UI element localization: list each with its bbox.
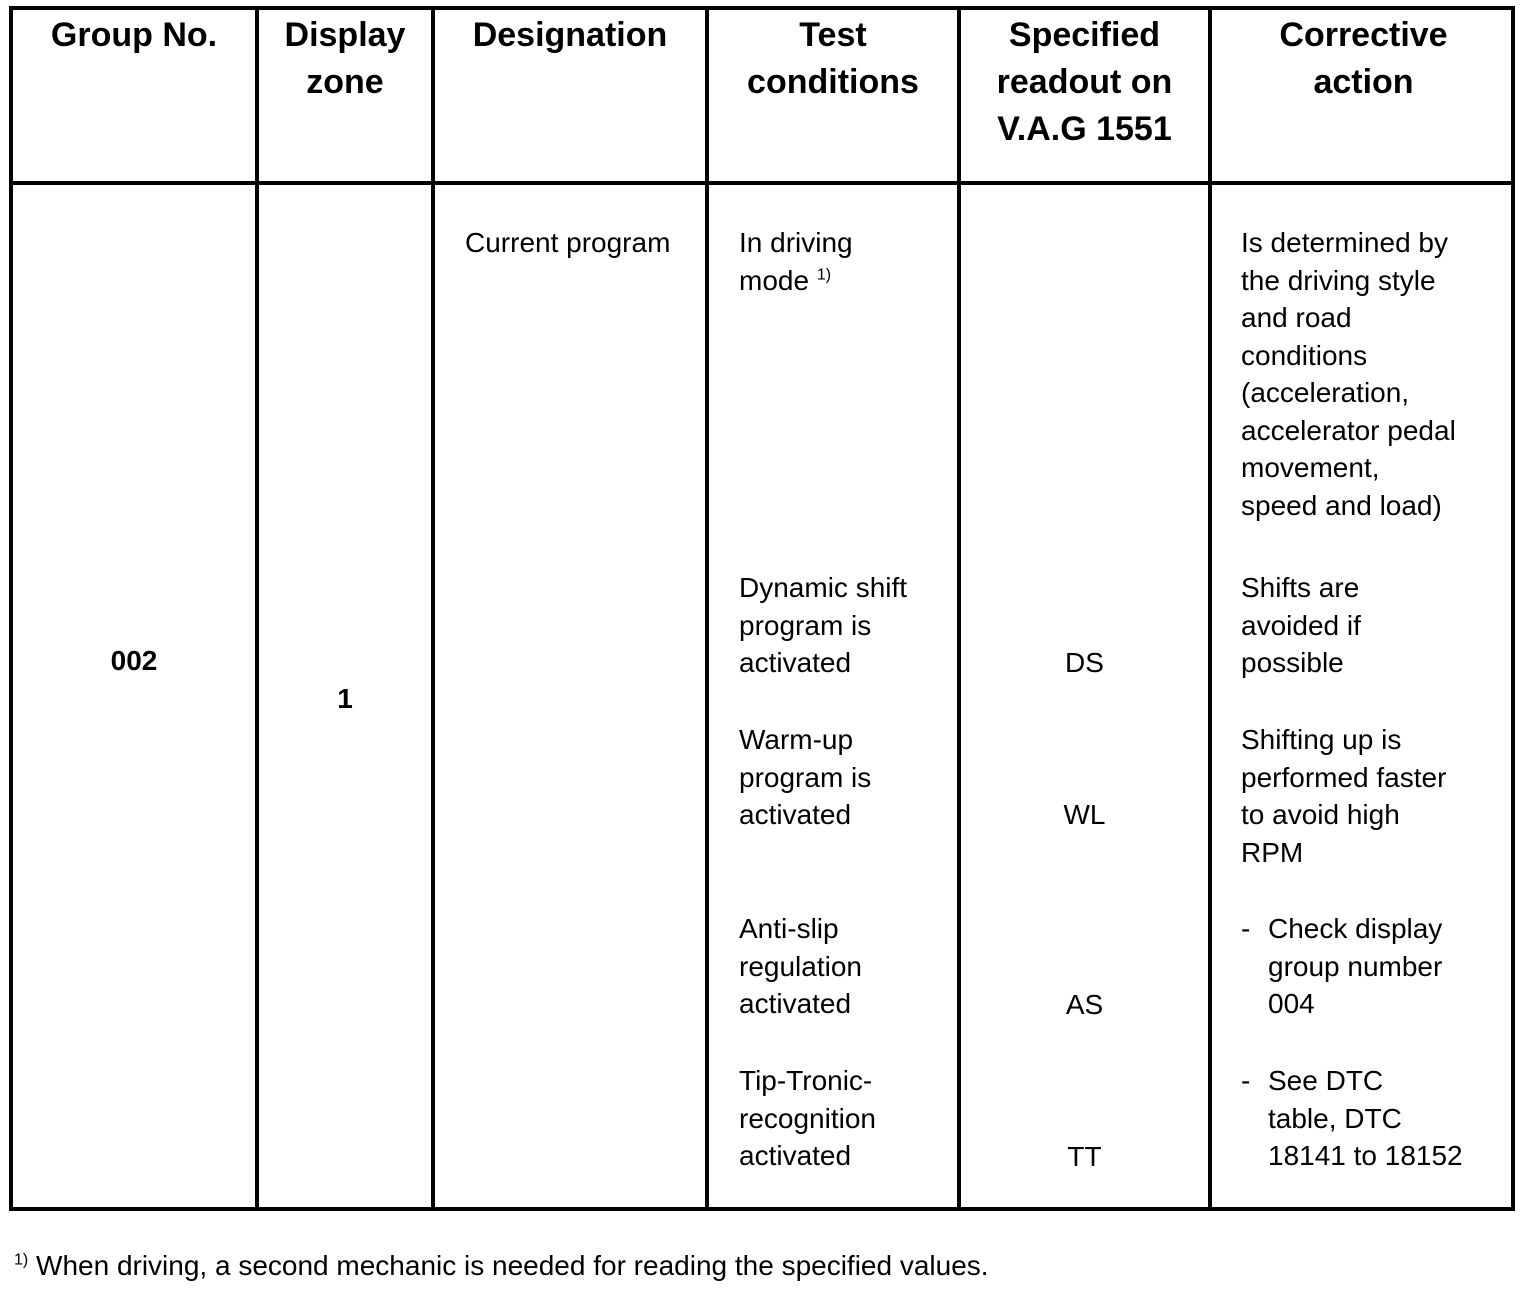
- column-divider: [431, 10, 435, 1207]
- header-corrective-action: Corrective action: [1279, 16, 1448, 101]
- readout-tt: TT: [1067, 1141, 1102, 1172]
- test-condition-anti-slip: Anti-slip regulation activated: [739, 913, 862, 1019]
- display-zone-value: 1: [337, 683, 353, 714]
- corrective-action-tiptronic: - See DTC table, DTC 18141 to 18152: [1241, 1062, 1463, 1175]
- corrective-action-driving-mode: Is determined by the driving style and road conditions (acceleration, accelerator pedal movement, speed and load): [1241, 227, 1456, 521]
- corrective-action-dynamic-shift: Shifts are avoided if possible: [1241, 572, 1361, 678]
- column-divider: [1208, 10, 1212, 1207]
- header-specified-readout: Specified readout on V.A.G 1551: [996, 16, 1173, 148]
- header-display-zone: Display zone: [284, 16, 406, 101]
- column-divider: [957, 10, 961, 1207]
- group-number: 002: [110, 645, 158, 676]
- header-group-no: Group No.: [50, 16, 218, 54]
- header-designation: Designation: [472, 16, 668, 54]
- header-test-conditions: Test conditions: [747, 16, 919, 101]
- readout-ds: DS: [1065, 647, 1104, 678]
- test-condition-dynamic-shift: Dynamic shift program is activated: [739, 572, 908, 678]
- column-divider: [705, 10, 709, 1207]
- header-divider: [13, 181, 1511, 185]
- readout-as: AS: [1065, 989, 1104, 1020]
- designation-value: Current program: [465, 227, 671, 258]
- test-condition-tiptronic: Tip-Tronic- recognition activated: [739, 1065, 876, 1171]
- column-divider: [255, 10, 259, 1207]
- corrective-action-anti-slip: - Check display group number 004: [1241, 910, 1442, 1023]
- list-dash: -: [1241, 913, 1251, 944]
- readout-wl: WL: [1063, 799, 1106, 830]
- footnote-reference: 1): [816, 266, 832, 284]
- footnote: [14, 1249, 989, 1283]
- list-dash: -: [1241, 1065, 1251, 1096]
- corrective-action-warm-up: Shifting up is performed faster to avoid high RPM: [1241, 724, 1447, 868]
- footnote-text: When driving, a second mechanic is needed for reading the specified values.: [36, 1250, 989, 1281]
- footnote-mark: 1): [14, 1251, 29, 1269]
- test-condition-warm-up: Warm-up program is activated: [739, 724, 872, 830]
- test-condition-driving-mode: In driving mode $^{1)}$: [739, 227, 853, 296]
- measuring-value-table: [9, 6, 1515, 1211]
